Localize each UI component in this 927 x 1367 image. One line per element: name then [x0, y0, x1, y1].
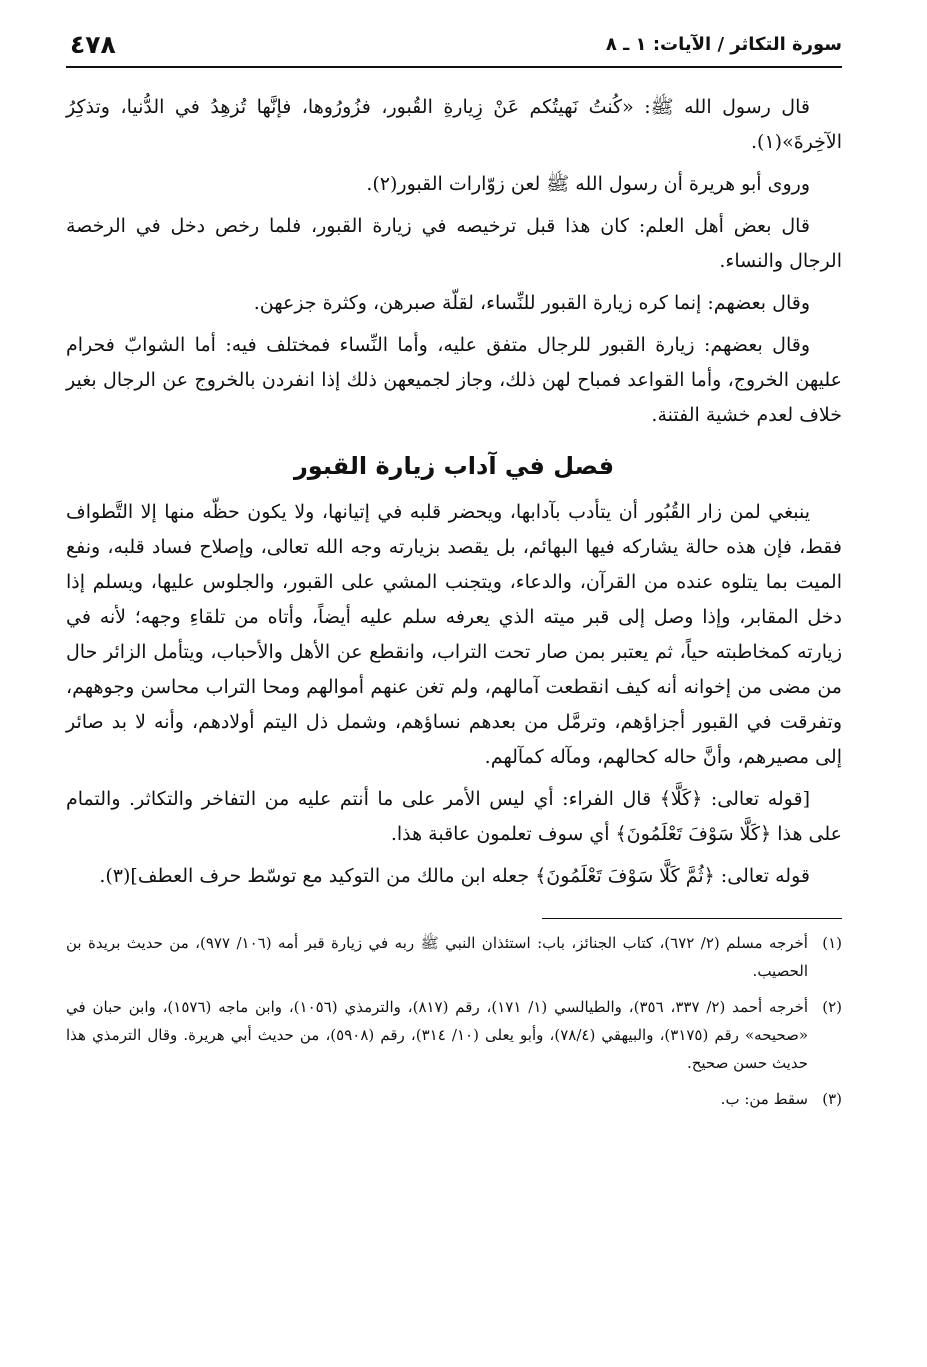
- paragraph: وقال بعضهم: إنما كره زيارة القبور للنِّساء، لقلّة صبرهن، وكثرة جزعهن.: [253, 292, 810, 314]
- footnote-separator: [542, 918, 842, 919]
- footnote-text: سقط من: ب.: [720, 1090, 808, 1108]
- page-number: ٤٧٨: [70, 29, 116, 59]
- paragraph: قال بعض أهل العلم: كان هذا قبل ترخيصه في زيارة القبور، فلما رخص دخل في الرخصة الرجال والنساء.: [66, 215, 842, 272]
- footnote-text: أخرجه مسلم (٢/ ٦٧٢)، كتاب الجنائز، باب: استئذان النبي ﷺ ربه في زيارة قبر أمه (١٠٦/ ٩٧٧)، من حديث بريدة بن الحصيب.: [66, 934, 808, 980]
- paragraph: قوله تعالى: ﴿ثُمَّ كَلَّا سَوْفَ تَعْلَمُونَ﴾ جعله ابن مالك من التوكيد مع توسّط حرف العطف](٣).: [99, 865, 810, 887]
- footnotes: [66, 929, 842, 1113]
- paragraph: وقال بعضهم: زيارة القبور للرجال متفق عليه، وأما النِّساء فمختلف فيه: أما الشوابّ فحرام عليهن الخروج، وأما القواعد فمباح لهن ذلك، وجاز لجميعهن ذلك إذا انفردن بالخروج عن الرجال بغير خلاف لعدم خشية الفتنة.: [66, 334, 842, 426]
- footnote-text: أخرجه أحمد (٢/ ٣٣٧، ٣٥٦)، والطيالسي (١/ ١٧١)، رقم (٨١٧)، والترمذي (١٠٥٦)، وابن ماجه (١٥٧٦)، وابن حبان في «صحيحه» رقم (٣١٧٥)، والبيهقي (٧٨/٤)، وأبو يعلى (١٠/ ٣١٤)، رقم (٥٩٠٨)، من حديث أبي هريرة. وقال الترمذي هذا حديث حسن صحيح.: [66, 998, 809, 1072]
- main-text: [66, 90, 842, 894]
- footnote: [66, 993, 842, 1077]
- footnote-number: (٣): [822, 1090, 842, 1108]
- footnote-number: (١): [822, 934, 842, 952]
- section-heading: فصل في آداب زيارة القبور: [293, 452, 615, 480]
- paragraph: ينبغي لمن زار القُبُور أن يتأدب بآدابها، ويحضر قلبه في إتيانها، ولا يكون حظّه منها إلا التَّطواف فقط، فإن هذه حالة يشاركه فيها البهائم، بل يقصد بزيارته وجه الله تعالى، وإصلاح فساد قلبه، ونفع الميت بما يتلوه عنده من القرآن، والدعاء، ويتجنب المشي على القبور، والجلوس عليها، ويسلم إذا دخل المقابر، وإذا وصل إلى قبر ميته الذي يعرفه سلم عليه أيضاً، وأتاه من تلقاءِ وجهه؛ لأنه في زيارته كمخاطبته حياً، ثم يعتبر بمن صار تحت التراب، وانقطع عن الأهل والأحباب، ويتأمل الزائر حال من مضى من إخوانه أنه كيف انقطعت آمالهم، ولم تغن عنهم أموالهم ومحا التراب محاسن وجوههم، وتفرقت في القبور أجزاؤهم، وترمَّل من بعدهم نساؤهم، وشمل ذل اليتم أولادهم، وأنه لا بد صائر إلى مصيرهم، وأنَّ حاله كحالهم، ومآله كمآلهم.: [66, 501, 842, 768]
- footnote: [66, 929, 842, 985]
- paragraph: وروى أبو هريرة أن رسول الله ﷺ لعن زوّارات القبور(٢).: [366, 173, 810, 195]
- book-page: [66, 22, 842, 1121]
- footnote-number: (٢): [822, 998, 842, 1016]
- paragraph: قال رسول الله ﷺ: «كُنتُ نَهيتُكم عَنْ زِيارةِ القُبور، فزُورُوها، فإنَّها تُزهِدُ في الدُّنيا، وتذكِرُ الآخِرةَ»(١).: [66, 96, 842, 153]
- page-header: [66, 22, 842, 68]
- running-title: سورة التكاثر / الآيات: ١ ـ ٨: [605, 33, 842, 55]
- paragraph: [قوله تعالى: ﴿كَلَّا﴾ قال الفراء: أي ليس الأمر على ما أنتم عليه من التفاخر والتكاثر. والتمام على هذا ﴿كَلَّا سَوْفَ تَعْلَمُونَ﴾ أي سوف تعلمون عاقبة هذا.: [66, 788, 842, 845]
- footnote: [66, 1085, 842, 1113]
